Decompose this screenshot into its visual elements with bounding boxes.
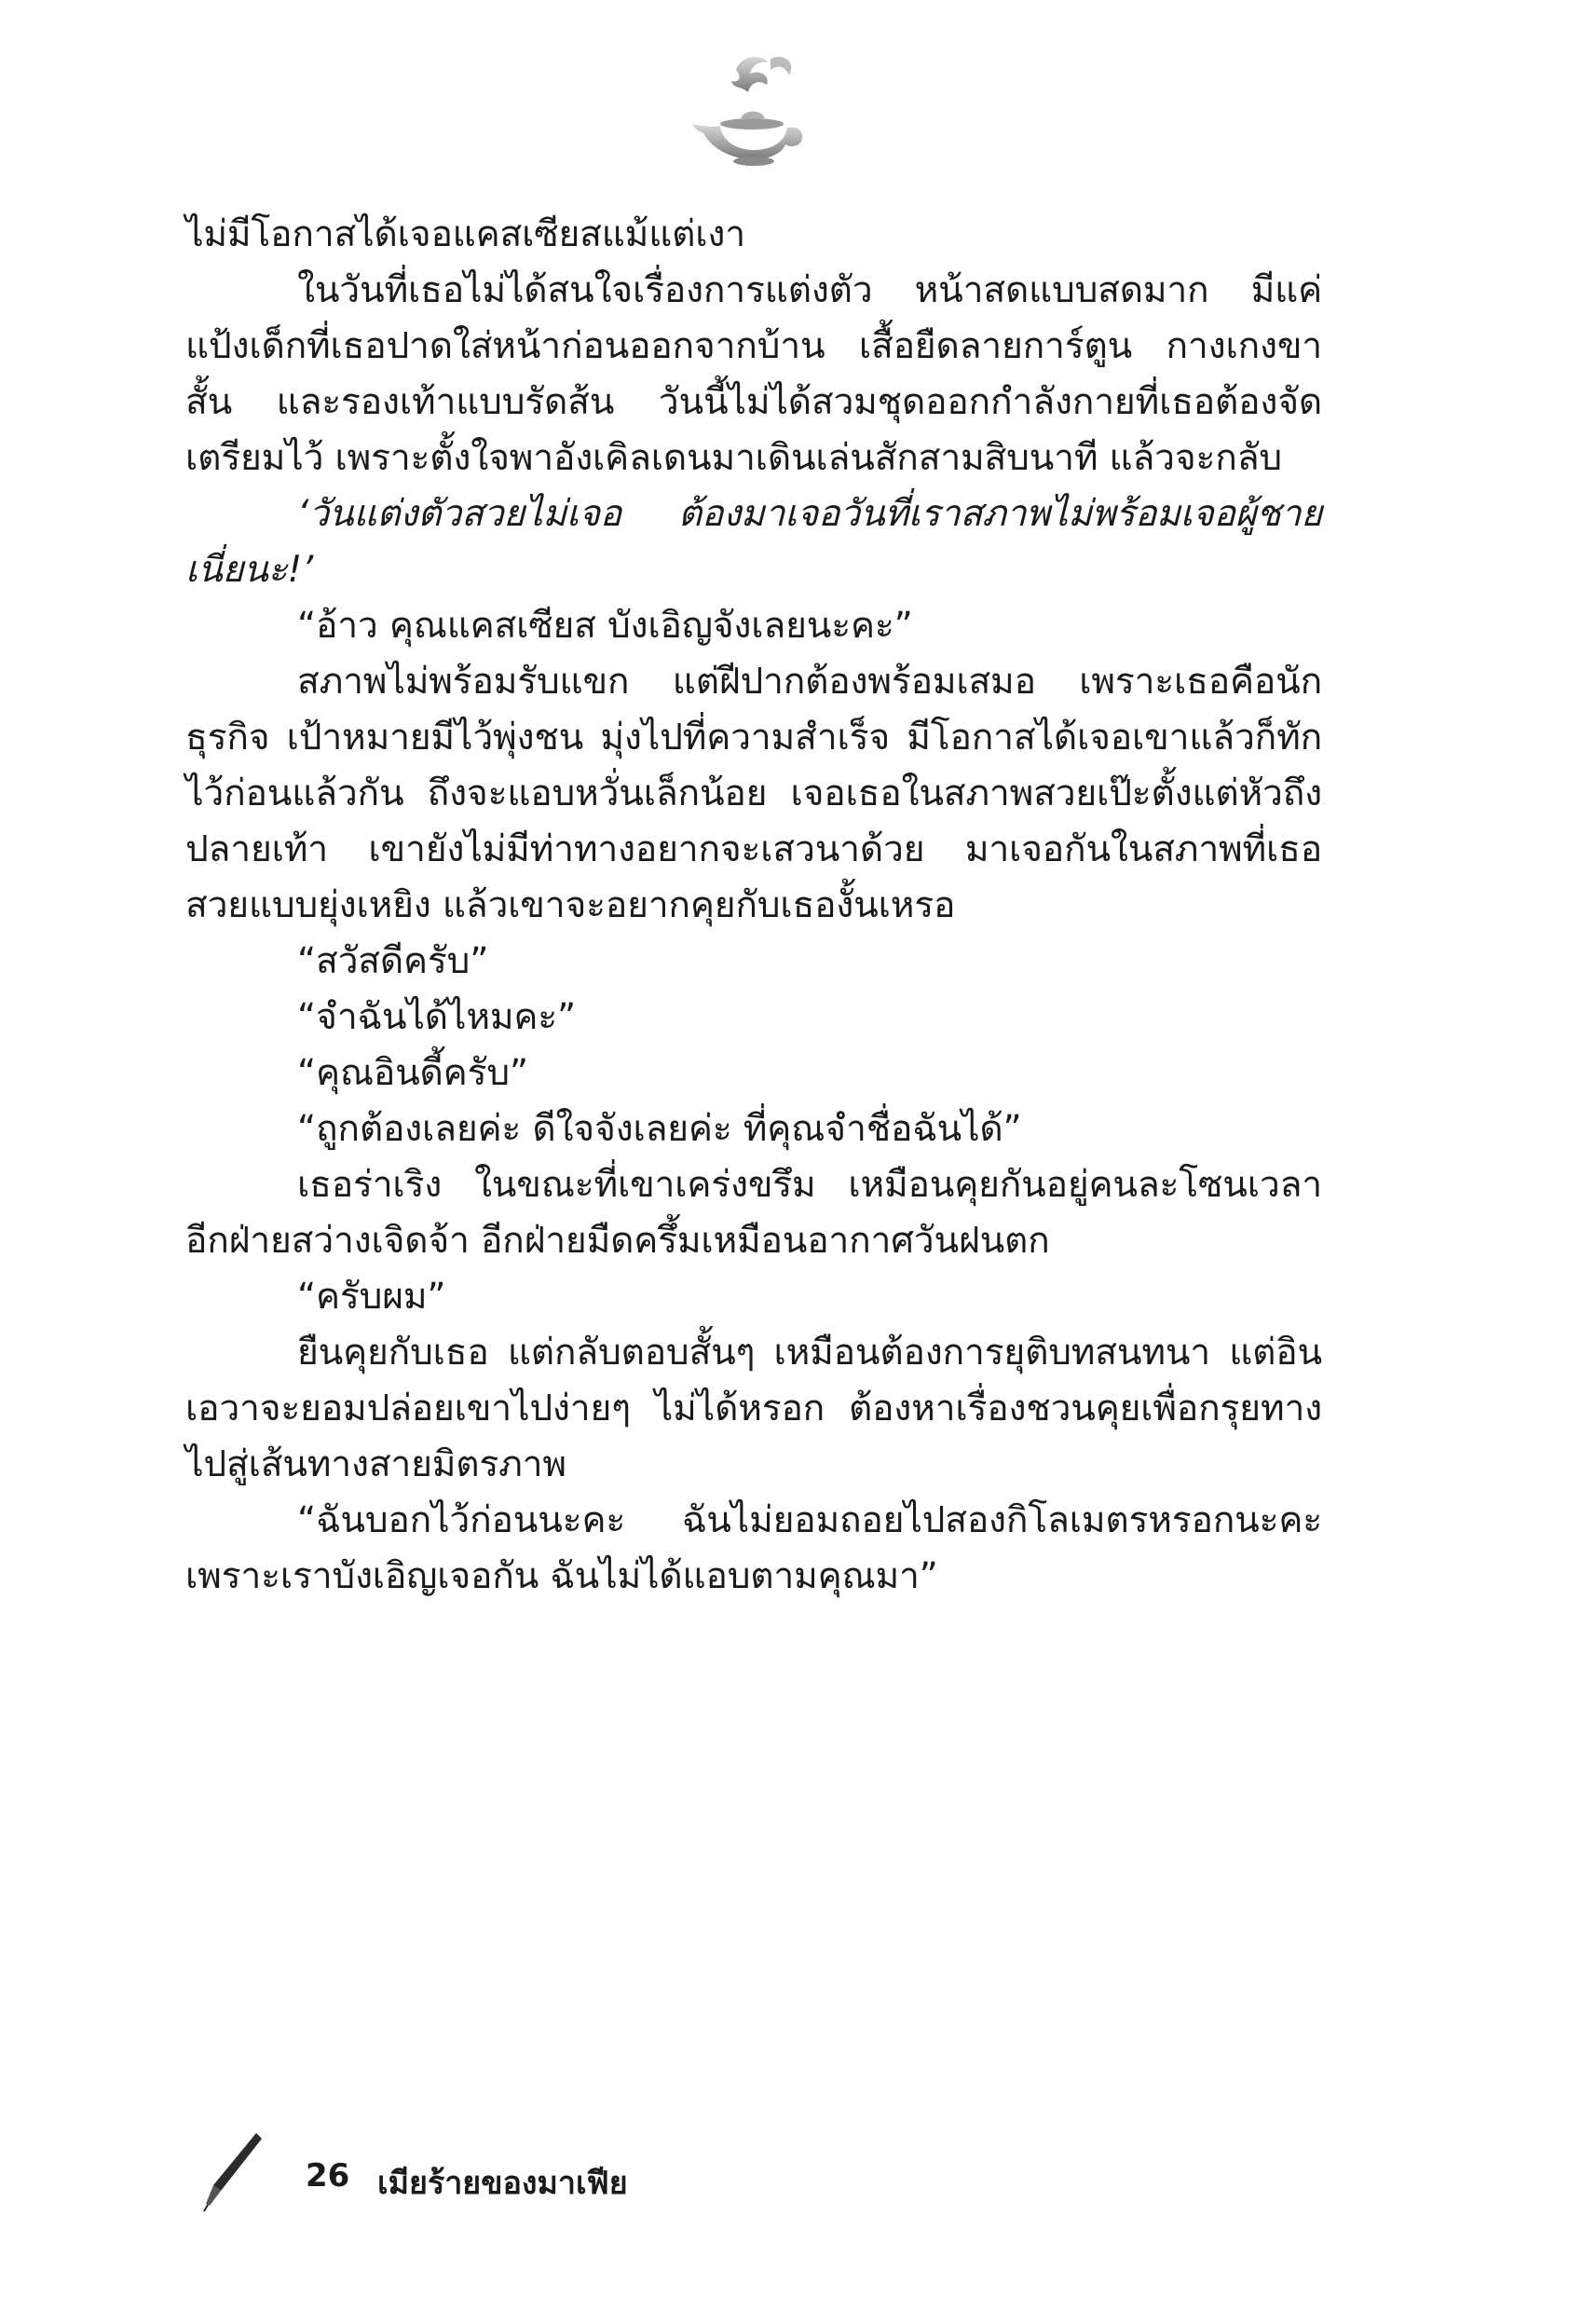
paragraph: สภาพไม่พร้อมรับแขก แต่ฝีปากต้องพร้อมเสมอ เพราะเธอคือนักธุรกิจ เป้าหมายมีไว้พุ่งชน มุ่งไปที่ความสำเร็จ มีโอกาสได้เจอเขาแล้วก็ทักไว้ก่อนแล้วกัน ถึงจะแอบหวั่นเล็กน้อย เจอเธอในสภาพสวยเป๊ะตั้งแต่หัวถึงปลายเท้า เขายังไม่มีท่าทางอยากจะเสวนาด้วย มาเจอกันในสภาพที่เธอสวยแบบยุ่งเหยิง แล้วเขาจะอยากคุยกับเธองั้นเหรอ bbox=[185, 661, 1322, 926]
page-footer bbox=[200, 2129, 853, 2213]
inner-thought-paragraph: ‘วันแต่งตัวสวยไม่เจอ ต้องมาเจอวันที่เราสภาพไม่พร้อมเจอผู้ชายเนี่ยนะ!’ bbox=[185, 493, 1322, 591]
dialogue-line: “สวัสดีครับ” bbox=[297, 940, 489, 982]
book-title: เมียร้ายของมาเฟีย bbox=[377, 2165, 628, 2202]
dialogue-line: “คุณอินดี้ครับ” bbox=[297, 1052, 528, 1094]
dialogue-line: “ถูกต้องเลยค่ะ ดีใจจังเลยค่ะ ที่คุณจำชื่อฉันได้” bbox=[297, 1108, 1022, 1150]
genie-lamp-icon bbox=[685, 51, 825, 172]
dialogue-line: “อ้าว คุณแคสเซียส บังเอิญจังเลยนะคะ” bbox=[297, 605, 913, 647]
paragraph: เธอร่าเริง ในขณะที่เขาเคร่งขรึม เหมือนคุยกันอยู่คนละโซนเวลา อีกฝ่ายสว่างเจิดจ้า อีกฝ่ายมืดครึ้มเหมือนอากาศวันฝนตก bbox=[185, 1164, 1322, 1262]
paragraph: ในวันที่เธอไม่ได้สนใจเรื่องการแต่งตัว หน้าสดแบบสดมาก มีแค่แป้งเด็กที่เธอปาดใส่หน้าก่อนออกจากบ้าน เสื้อยืดลายการ์ตูน กางเกงขาสั้น และรองเท้าแบบรัดส้น วันนี้ไม่ได้สวมชุดออกกำลังกายที่เธอต้องจัดเตรียมไว้ เพราะตั้งใจพาอังเคิลเดนมาเดินเล่นสักสามสิบนาที แล้วจะกลับ bbox=[185, 269, 1322, 479]
paragraph: ไม่มีโอกาสได้เจอแคสเซียสแม้แต่เงา bbox=[185, 213, 745, 255]
body-text bbox=[185, 207, 1322, 1605]
dialogue-line: “จำฉันได้ไหมคะ” bbox=[297, 996, 576, 1038]
paragraph: ยืนคุยกับเธอ แต่กลับตอบสั้นๆ เหมือนต้องการยุติบทสนทนา แต่อินเอวาจะยอมปล่อยเขาไปง่ายๆ ไม่ได้หรอก ต้องหาเรื่องชวนคุยเพื่อกรุยทางไปสู่เส้นทางสายมิตรภาพ bbox=[185, 1332, 1322, 1485]
page-number: 26 bbox=[306, 2157, 350, 2195]
fountain-pen-icon bbox=[200, 2129, 266, 2213]
dialogue-line: “ฉันบอกไว้ก่อนนะคะ ฉันไม่ยอมถอยไปสองกิโลเมตรหรอกนะคะ เพราะเราบังเอิญเจอกัน ฉันไม่ได้แอบตามคุณมา” bbox=[185, 1499, 1322, 1597]
dialogue-line: “ครับผม” bbox=[297, 1276, 446, 1318]
